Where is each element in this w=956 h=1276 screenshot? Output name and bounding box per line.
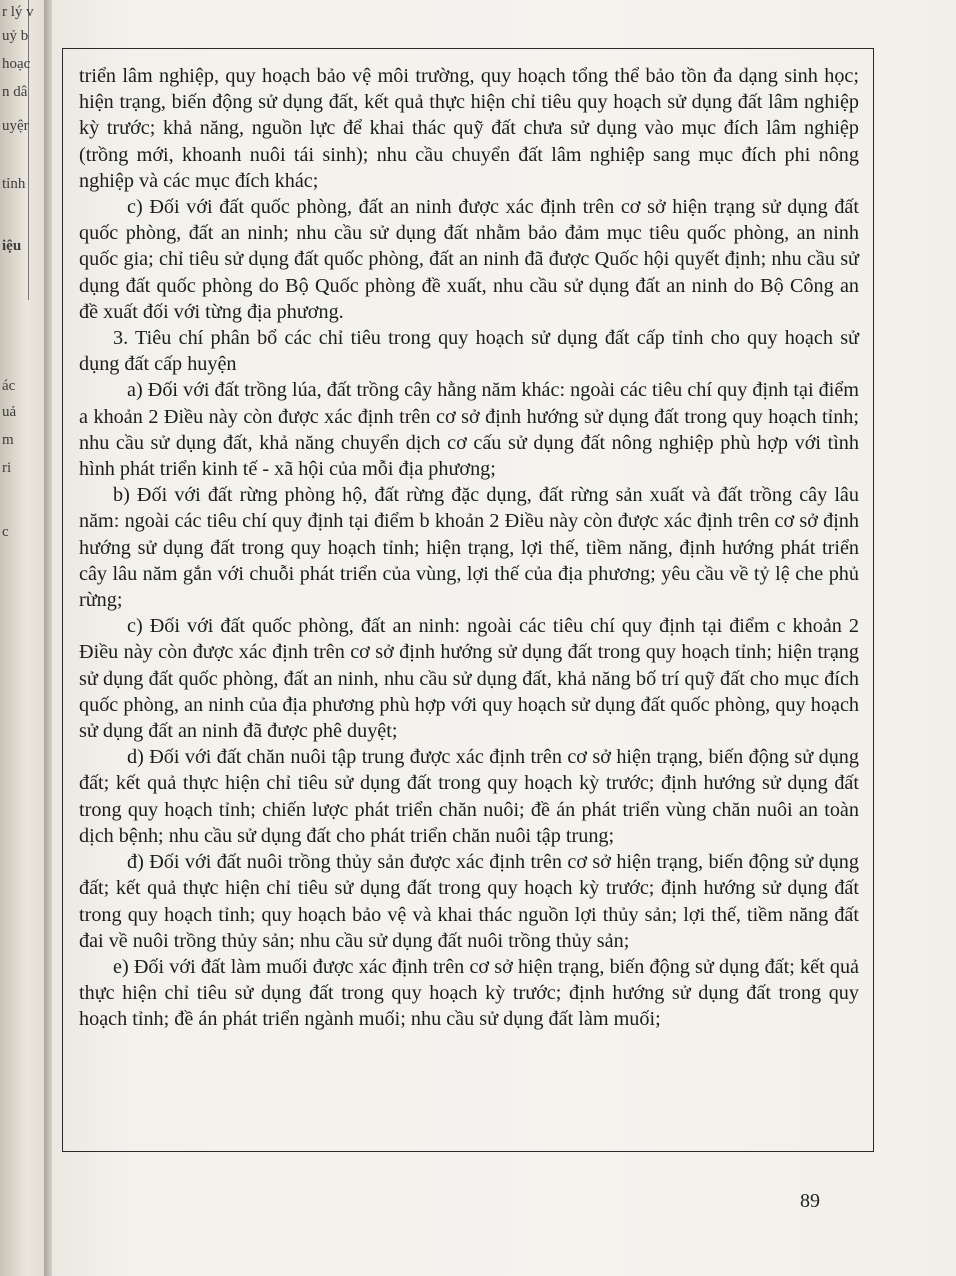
paragraph-lam-nghiep-continued: triển lâm nghiệp, quy hoạch bảo vệ môi trường, quy hoạch tổng thể bảo tồn đa dạng sinh học; hiện trạng, biến động sử dụng đất, kết quả thực hiện chỉ tiêu quy hoạch sử dụng đất lâm nghiệp kỳ trước; khả năng, nguồn lực để khai thác quỹ đất chưa sử dụng vào mục đích lâm nghiệp (trồng mới, khoanh nuôi tái sinh); nhu cầu chuyển đất lâm nghiệp sang mục đích phi nông nghiệp và các mục đích khác;: [79, 65, 859, 192]
left-page-fragment: iệu: [2, 238, 22, 254]
left-page-fragment: ri: [2, 460, 12, 476]
left-page-fragment: uả: [2, 404, 17, 420]
bordered-text-box: [62, 48, 874, 1152]
paragraph-dd-thuy-san: đ) Đối với đất nuôi trồng thủy sản được xác định trên cơ sở hiện trạng, biến động sử dụng đất; kết quả thực hiện chỉ tiêu sử dụng đất trong quy hoạch kỳ trước; định hướng sử dụng đất trong quy hoạch tỉnh; quy hoạch bảo vệ và khai thác nguồn lợi thủy sản; lợi thế, tiềm năng đất đai về nuôi trồng thủy sản; nhu cầu sử dụng đất nuôi trồng thủy sản;: [79, 851, 859, 952]
left-page-fragment: ác: [2, 378, 16, 394]
left-page-fragment: hoạc: [2, 56, 31, 72]
paragraph-b-rung: b) Đối với đất rừng phòng hộ, đất rừng đặc dụng, đất rừng sản xuất và đất trồng cây lâu năm: ngoài các tiêu chí quy định tại điểm b khoản 2 Điều này còn được xác định trên cơ sở định hướng sử dụng đất trong quy hoạch tỉnh; hiện trạng, lợi thế, tiềm năng, định hướng phát triển cây lâu năm gắn với chuỗi phát triển của vùng, lợi thế của địa phương; yêu cầu về tỷ lệ che phủ rừng;: [79, 484, 859, 612]
left-page-fragment: uyệr: [2, 118, 29, 134]
left-page-fragment: c: [2, 524, 9, 540]
paragraph-d-chan-nuoi: d) Đối với đất chăn nuôi tập trung được xác định trên cơ sở hiện trạng, biến động sử dụng đất; kết quả thực hiện chỉ tiêu sử dụng đất trong quy hoạch kỳ trước; định hướng sử dụng đất trong quy hoạch tỉnh; chiến lược phát triển chăn nuôi; đề án phát triển vùng chăn nuôi an toàn dịch bệnh; nhu cầu sử dụng đất cho phát triển chăn nuôi tập trung;: [79, 746, 859, 847]
book-page: [52, 0, 956, 1276]
left-page-frame-line: [28, 0, 29, 300]
page-number: 89: [800, 1190, 820, 1212]
paragraph-e-lam-muoi: e) Đối với đất làm muối được xác định trên cơ sở hiện trạng, biến động sử dụng đất; kết quả thực hiện chỉ tiêu sử dụng đất trong quy hoạch kỳ trước; định hướng sử dụng đất trong quy hoạch tỉnh; đề án phát triển ngành muối; nhu cầu sử dụng đất làm muối;: [79, 955, 859, 1031]
paragraph-c-quoc-phong: c) Đối với đất quốc phòng, đất an ninh được xác định trên cơ sở hiện trạng sử dụng đất quốc phòng, đất an ninh; nhu cầu sử dụng đất nhằm bảo đảm mục tiêu quốc phòng, an ninh quốc gia; chỉ tiêu sử dụng đất quốc phòng, đất an ninh đã được Quốc hội quyết định; nhu cầu sử dụng đất quốc phòng do Bộ Quốc phòng đề xuất, nhu cầu sử dụng đất an ninh do Bộ Công an đề xuất đối với từng địa phương.: [79, 196, 859, 323]
left-page-fragment: r lý v: [2, 4, 34, 20]
left-page-fragment: tỉnh: [2, 176, 26, 192]
left-page-fragment: m: [2, 432, 14, 448]
adjacent-left-page: [0, 0, 44, 1276]
paragraph-3-tieu-chi: 3. Tiêu chí phân bổ các chỉ tiêu trong quy hoạch sử dụng đất cấp tỉnh cho quy hoạch sử dụng đất cấp huyện: [79, 327, 859, 376]
paragraph-c-quoc-phong-an-ninh: c) Đối với đất quốc phòng, đất an ninh: ngoài các tiêu chí quy định tại điểm c khoản 2 Điều này còn được xác định trên cơ sở định hướng sử dụng đất trong quy hoạch tỉnh; hiện trạng sử dụng đất quốc phòng, đất an ninh, nhu cầu sử dụng đất, khả năng bố trí quỹ đất cho mục đích quốc phòng, an ninh của địa phương phù hợp với quy hoạch sử dụng đất quốc phòng, quy hoạch sử dụng đất an ninh đã được phê duyệt;: [79, 615, 859, 743]
left-page-fragment: uỷ b: [2, 28, 29, 44]
left-page-fragment: n dâ: [2, 84, 28, 100]
book-spine-shadow: [44, 0, 52, 1276]
paragraph-a-trong-lua: a) Đối với đất trồng lúa, đất trồng cây hằng năm khác: ngoài các tiêu chí quy định tại điểm a khoản 2 Điều này còn được xác định trên cơ sở định hướng sử dụng đất trong quy hoạch tỉnh; nhu cầu sử dụng đất, khả năng chuyển dịch cơ cấu sử dụng đất nông nghiệp phù hợp với tình hình phát triển kinh tế - xã hội của mỗi địa phương;: [79, 379, 859, 481]
